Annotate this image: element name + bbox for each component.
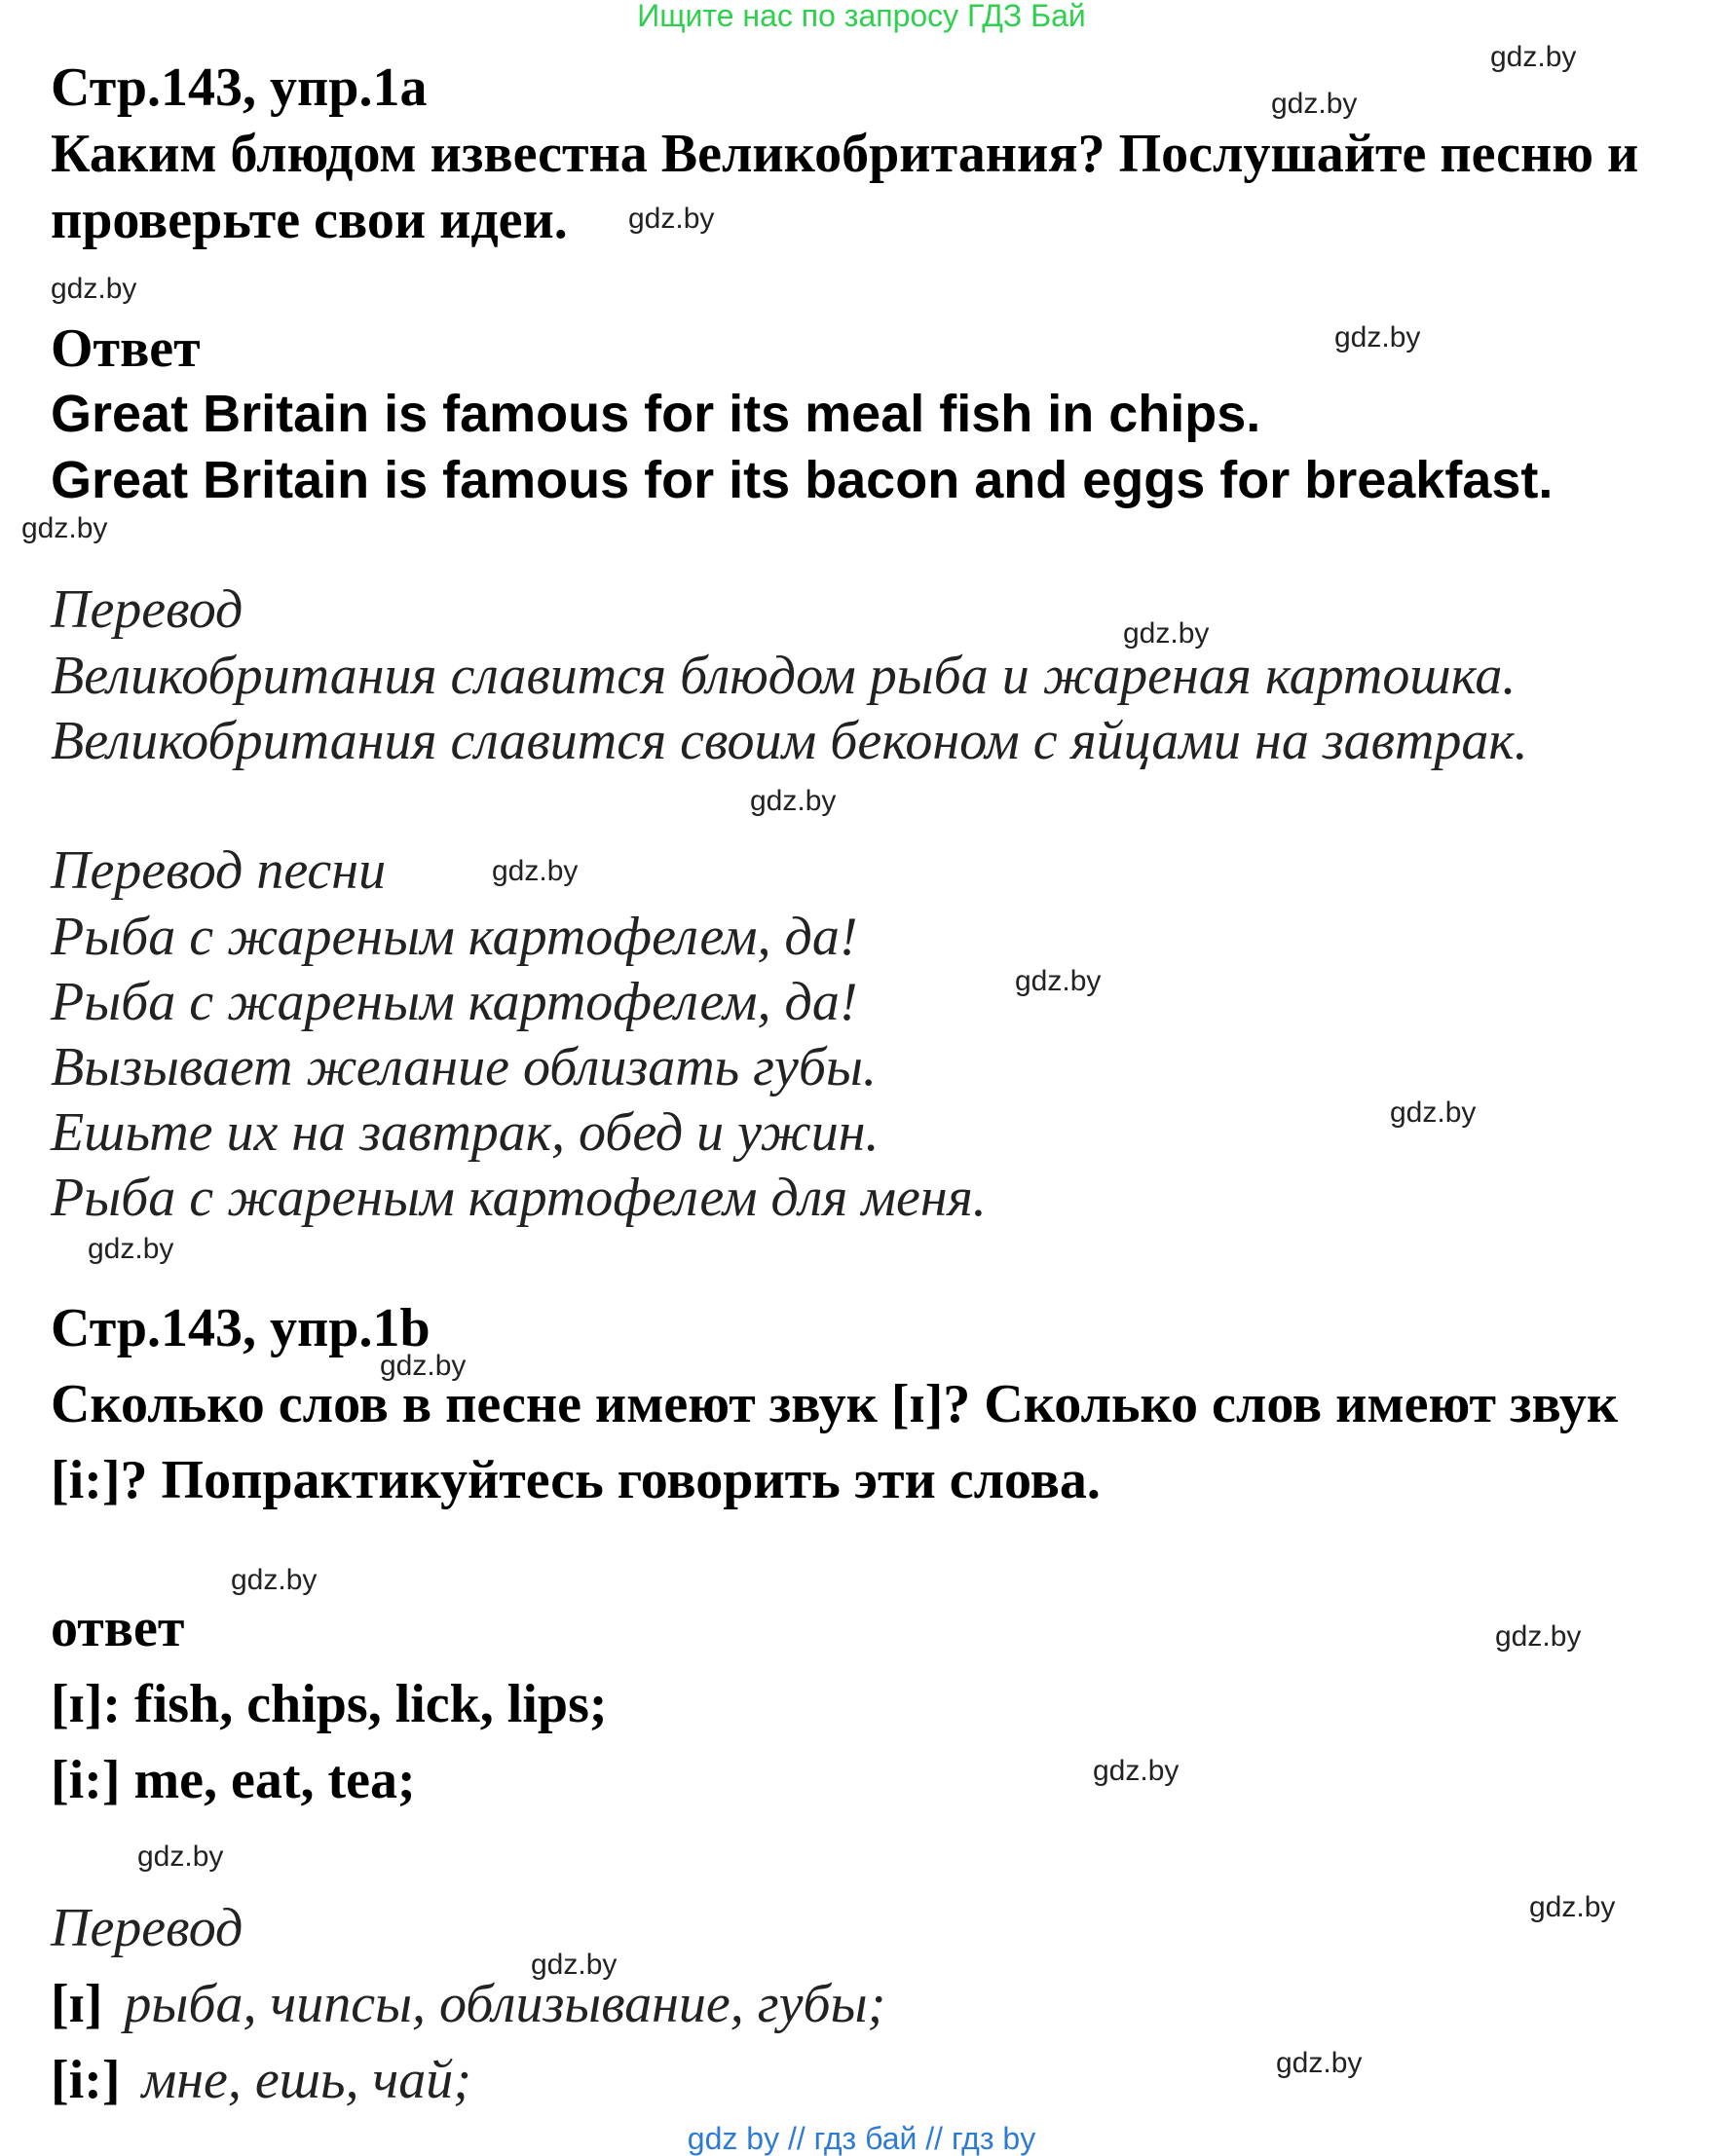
watermark: gdz.by	[531, 1949, 618, 1981]
song-line2: Рыба с жареным картофелем, да!	[51, 972, 858, 1032]
section1-translation-line1: Великобритания славится блюдом рыба и жареная картошка.	[51, 646, 1517, 706]
song-line3: Вызывает желание облизать губы.	[51, 1037, 877, 1097]
section1-answer-line2: Great Britain is famous for its bacon and eggs for breakfast.	[51, 451, 1554, 509]
phonetic-symbol: [i:]	[51, 2050, 121, 2110]
watermark: gdz.by	[231, 1564, 318, 1596]
section2-translation-label: Перевод	[51, 1898, 243, 1958]
section1-task-line1: Каким блюдом известна Великобритания? Послушайте песню и	[51, 124, 1639, 184]
song-line5: Рыба с жареным картофелем для меня.	[51, 1168, 987, 1228]
section2-heading: Стр.143, упр.1b	[51, 1298, 431, 1358]
top-banner[interactable]: Ищите нас по запросу ГДЗ Бай	[637, 0, 1086, 33]
watermark: gdz.by	[1015, 965, 1102, 997]
phonetic-symbol: [ɪ]	[51, 1974, 103, 2034]
watermark: gdz.by	[88, 1233, 174, 1265]
section2-answer-line2: [i:] me, eat, tea;	[51, 1750, 416, 1810]
watermark: gdz.by	[21, 512, 108, 544]
watermark: gdz.by	[750, 785, 837, 817]
watermark: gdz.by	[628, 203, 715, 235]
section2-translation-line1	[51, 1974, 886, 2034]
watermark: gdz.by	[1334, 321, 1421, 353]
watermark: gdz.by	[1123, 617, 1210, 650]
watermark: gdz.by	[1276, 2047, 1363, 2079]
watermark: gdz.by	[1529, 1891, 1616, 1923]
section1-heading: Стр.143, упр.1а	[51, 57, 428, 118]
translation-words: мне, ешь, чай;	[141, 2050, 471, 2110]
watermark: gdz.by	[1495, 1620, 1582, 1653]
section2-translation-line2	[51, 2050, 471, 2110]
watermark: gdz.by	[51, 273, 137, 305]
section2-answer-line1: [ɪ]: fish, chips, lick, lips;	[51, 1674, 608, 1734]
watermark: gdz.by	[1390, 1097, 1477, 1129]
watermark: gdz.by	[380, 1350, 467, 1382]
watermark: gdz.by	[1271, 88, 1358, 120]
translation-words: рыба, чипсы, облизывание, губы;	[124, 1974, 886, 2034]
song-translation-label: Перевод песни	[51, 840, 387, 901]
watermark: gdz.by	[137, 1840, 224, 1873]
bottom-footer[interactable]: gdz by // гдз бай // гдз by	[687, 2121, 1036, 2156]
section1-translation-label: Перевод	[51, 579, 243, 640]
section2-answer-label: ответ	[51, 1598, 185, 1658]
song-line1: Рыба с жареным картофелем, да!	[51, 907, 858, 967]
section1-task-line2: проверьте свои идеи.	[51, 190, 568, 250]
section2-task-line2: [i:]? Попрактикуйтесь говорить эти слова.	[51, 1450, 1101, 1510]
watermark: gdz.by	[1093, 1755, 1180, 1787]
watermark: gdz.by	[1490, 41, 1577, 73]
watermark: gdz.by	[492, 855, 579, 887]
section2-task-line1: Сколько слов в песне имеют звук [ɪ]? Сколько слов имеют звук	[51, 1374, 1619, 1434]
section1-translation-line2: Великобритания славится своим беконом с яйцами на завтрак.	[51, 711, 1528, 771]
section1-answer-label: Ответ	[51, 318, 201, 379]
section1-answer-line1: Great Britain is famous for its meal fish in chips.	[51, 385, 1261, 443]
song-line4: Ешьте их на завтрак, обед и ужин.	[51, 1102, 880, 1163]
